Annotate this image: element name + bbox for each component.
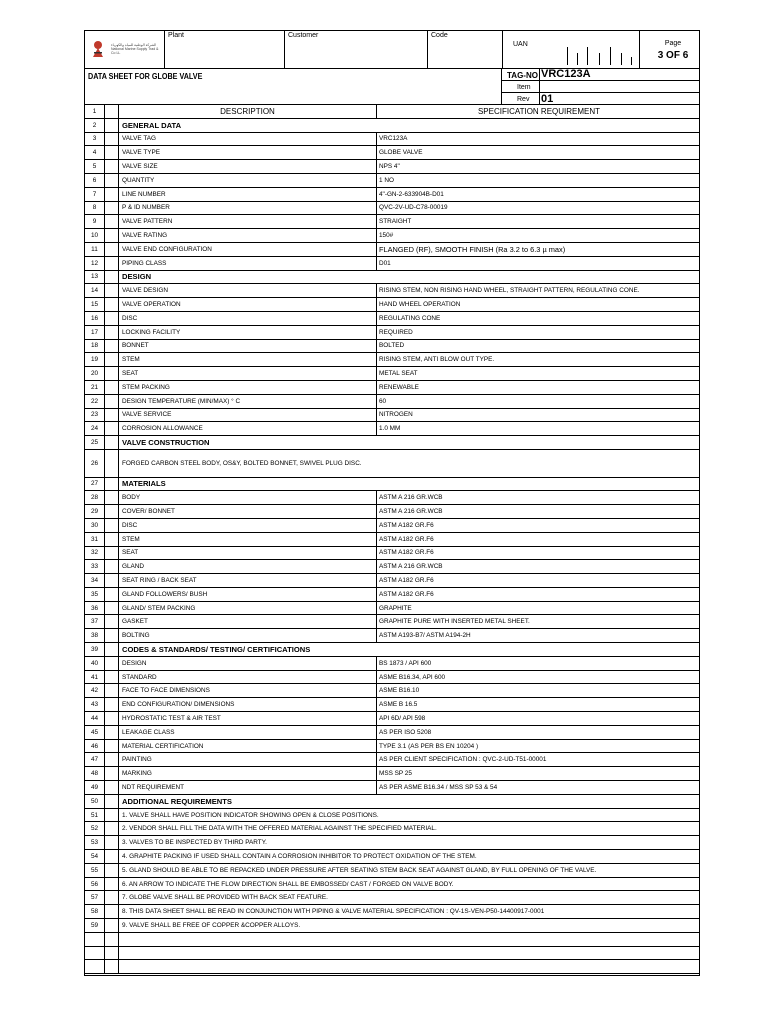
tag-no-label: TAG-NO — [507, 71, 538, 80]
specification-cell: NPS 4" — [379, 163, 400, 171]
section-header-row — [85, 643, 699, 657]
row-number: 30 — [85, 519, 105, 532]
row-number: 17 — [85, 326, 105, 339]
description-cell: P & ID NUMBER — [119, 202, 377, 215]
row-number: 21 — [85, 381, 105, 394]
description-cell: VALVE RATING — [119, 229, 377, 242]
row-number: 47 — [85, 753, 105, 766]
specification-header: SPECIFICATION REQUIREMENT — [477, 106, 601, 116]
specification-cell: STRAIGHT — [379, 218, 412, 226]
table-row — [85, 960, 699, 974]
table-row — [85, 298, 699, 312]
row-number: 4 — [85, 146, 105, 159]
table-row — [85, 133, 699, 147]
table-row — [85, 947, 699, 961]
row-number: 11 — [85, 243, 105, 256]
description-cell: LOCKING FACILITY — [119, 326, 377, 339]
table-row — [85, 850, 699, 864]
row-number: 36 — [85, 602, 105, 615]
description-cell: PIPING CLASS — [119, 257, 377, 270]
description-cell: HYDROSTATIC TEST & AIR TEST — [119, 712, 377, 725]
row-number: 54 — [85, 850, 105, 863]
row-number — [85, 933, 105, 946]
customer-cell — [285, 31, 428, 69]
description-cell: STANDARD — [119, 671, 377, 684]
data-sheet — [84, 30, 700, 976]
row-number: 48 — [85, 767, 105, 780]
row-number: 14 — [85, 284, 105, 297]
spec-table — [85, 105, 699, 974]
table-row — [85, 809, 699, 823]
table-row — [85, 712, 699, 726]
document-title: DATA SHEET FOR GLOBE VALVE — [88, 72, 203, 81]
row-number: 10 — [85, 229, 105, 242]
table-row — [85, 367, 699, 381]
description-header: DESCRIPTION — [119, 105, 377, 118]
section-header-row — [85, 271, 699, 285]
table-row — [85, 671, 699, 685]
row-number: 16 — [85, 312, 105, 325]
description-cell: MARKING — [119, 767, 377, 780]
description-cell: GLAND/ STEM PACKING — [119, 602, 377, 615]
section-title: DESIGN — [122, 272, 152, 282]
description-cell: 7. GLOBE VALVE SHALL BE PROVIDED WITH BACK SEAT FEATURE. — [122, 894, 328, 902]
specification-cell: ASTM A 216 GR.WCB — [379, 563, 443, 571]
table-row — [85, 753, 699, 767]
company-logo-icon — [91, 39, 105, 59]
table-row — [85, 381, 699, 395]
description-cell: 2. VENDOR SHALL FILL THE DATA WITH THE OFFERED MATERIAL AGAINST THE SPECIFIED MATERIAL. — [122, 825, 437, 833]
row-number: 26 — [85, 450, 105, 477]
row-number: 38 — [85, 629, 105, 642]
row-number: 42 — [85, 684, 105, 697]
specification-cell: AS PER CLIENT SPECIFICATION : QVC-2-UD-T51-00001 — [379, 756, 547, 764]
table-row — [85, 767, 699, 781]
uan-label: UAN — [513, 41, 528, 48]
row-number: 19 — [85, 353, 105, 366]
specification-cell: ASTM A 216 GR.WCB — [379, 508, 443, 515]
description-cell: SEAT RING / BACK SEAT — [119, 574, 377, 587]
row-number: 34 — [85, 574, 105, 587]
company-logo — [85, 31, 165, 69]
section-header-row — [85, 795, 699, 809]
row-number: 15 — [85, 298, 105, 311]
row-number: 1 — [85, 105, 105, 118]
row-number: 49 — [85, 781, 105, 794]
table-row — [85, 160, 699, 174]
table-row — [85, 284, 699, 298]
item-label: Item — [517, 84, 531, 91]
tag-no-value: VRC123A — [541, 68, 591, 80]
description-cell: SEAT — [119, 547, 377, 560]
row-number: 12 — [85, 257, 105, 270]
specification-cell: RISING STEM, NON RISING HAND WHEEL, STRAIGHT PATTERN, REGULATING CONE. — [379, 287, 640, 295]
table-row — [85, 822, 699, 836]
specification-cell: FLANGED (RF), SMOOTH FINISH (Ra 3.2 to 6.3 µ max) — [379, 244, 566, 254]
table-row — [85, 781, 699, 795]
specification-cell: 150# — [379, 232, 394, 240]
specification-cell: HAND WHEEL OPERATION — [379, 301, 461, 309]
specification-cell: ASME B16.10 — [379, 687, 420, 695]
table-row — [85, 229, 699, 243]
description-cell: 9. VALVE SHALL BE FREE OF COPPER &COPPER ALLOYS. — [122, 921, 301, 929]
description-cell: VALVE TYPE — [119, 146, 377, 159]
description-cell: GLAND FOLLOWERS/ BUSH — [119, 588, 377, 601]
specification-cell: REGULATING CONE — [379, 314, 441, 322]
description-cell: BOLTING — [119, 629, 377, 642]
row-number: 58 — [85, 905, 105, 918]
row-number: 23 — [85, 409, 105, 422]
row-number: 43 — [85, 698, 105, 711]
specification-cell: ASTM A182 GR.F6 — [379, 535, 434, 543]
description-cell: 6. AN ARROW TO INDICATE THE FLOW DIRECTION SHALL BE EMBOSSED/ CAST / FORGED ON VALVE BODY. — [122, 880, 454, 888]
specification-cell: BS 1873 / API 600 — [379, 659, 432, 667]
description-cell: COVER/ BONNET — [119, 505, 377, 518]
description-cell: VALVE OPERATION — [119, 298, 377, 311]
specification-cell: D01 — [379, 259, 391, 267]
description-cell: LINE NUMBER — [119, 188, 377, 201]
row-number: 39 — [85, 643, 105, 656]
row-number: 9 — [85, 215, 105, 228]
row-number: 32 — [85, 547, 105, 560]
description-cell: LEAKAGE CLASS — [119, 726, 377, 739]
company-name: الشركة الوطنية للمياه والكهرباء National Marine Supply Trad & Co LL — [111, 43, 159, 55]
description-cell: 5. GLAND SHOULD BE ABLE TO BE REPACKED UNDER PRESSURE AFTER SEATING STEM BACK SEAT AGAINST GLAND, BY FULL OPENING OF THE VALVE. — [122, 866, 597, 874]
description-cell: FORGED CARBON STEEL BODY, OS&Y, BOLTED BONNET, SWIVEL PLUG DISC. — [122, 459, 362, 467]
table-row — [85, 547, 699, 561]
description-cell: DISC — [119, 519, 377, 532]
specification-cell: 1 NO — [379, 176, 394, 184]
specification-cell: REQUIRED — [379, 328, 413, 336]
rev-value-cell — [540, 93, 699, 105]
table-row — [85, 340, 699, 354]
description-cell — [119, 947, 699, 960]
section-title: CODES & STANDARDS/ TESTING/ CERTIFICATIONS — [122, 644, 311, 654]
specification-cell: 4"-GN-2-633904B-D01 — [379, 190, 444, 198]
row-number: 57 — [85, 891, 105, 904]
table-row — [85, 684, 699, 698]
specification-cell: BOLTED — [379, 342, 405, 350]
description-cell — [119, 933, 699, 946]
specification-cell: API 6D/ API 598 — [379, 714, 426, 722]
row-number: 40 — [85, 657, 105, 670]
table-row — [85, 864, 699, 878]
row-number: 20 — [85, 367, 105, 380]
rev-label: Rev — [517, 96, 530, 103]
section-header-row — [85, 436, 699, 450]
row-number: 46 — [85, 740, 105, 753]
specification-cell: METAL SEAT — [379, 370, 418, 378]
table-row — [85, 615, 699, 629]
table-row — [85, 491, 699, 505]
table-row — [85, 174, 699, 188]
section-header-row — [85, 119, 699, 133]
description-cell: GLAND — [119, 560, 377, 573]
row-number: 25 — [85, 436, 105, 449]
specification-cell: GRAPHITE — [379, 604, 412, 612]
specification-cell: ASTM A193-B7/ ASTM A194-2H — [379, 632, 471, 640]
description-cell: PAINTING — [119, 753, 377, 766]
description-cell — [119, 960, 699, 973]
description-cell: VALVE SIZE — [119, 160, 377, 173]
description-cell: VALVE DESIGN — [119, 284, 377, 297]
description-cell: END CONFIGURATION/ DIMENSIONS — [119, 698, 377, 711]
row-number: 53 — [85, 836, 105, 849]
code-label: Code — [431, 32, 448, 39]
table-row — [85, 243, 699, 257]
row-number: 52 — [85, 822, 105, 835]
description-cell: STEM — [119, 533, 377, 546]
description-cell: NDT REQUIREMENT — [119, 781, 377, 794]
description-cell: SEAT — [119, 367, 377, 380]
plant-cell — [165, 31, 285, 69]
row-number: 45 — [85, 726, 105, 739]
specification-cell: VRC123A — [379, 135, 408, 143]
description-cell: FACE TO FACE DIMENSIONS — [119, 684, 377, 697]
table-row — [85, 560, 699, 574]
row-number: 29 — [85, 505, 105, 518]
specification-cell: 60 — [379, 397, 387, 405]
row-number: 59 — [85, 919, 105, 932]
row-number: 3 — [85, 133, 105, 146]
description-cell: DESIGN — [119, 657, 377, 670]
section-title: VALVE CONSTRUCTION — [122, 438, 210, 448]
specification-cell: ASTM A182 GR.F6 — [379, 549, 434, 557]
table-row — [85, 629, 699, 643]
row-number: 27 — [85, 478, 105, 491]
description-cell: VALVE END CONFIGURATION — [119, 243, 377, 256]
row-number: 50 — [85, 795, 105, 808]
code-cell — [428, 31, 502, 69]
table-row — [85, 353, 699, 367]
table-row — [85, 588, 699, 602]
item-value-cell — [540, 81, 699, 93]
table-row — [85, 919, 699, 933]
description-cell: 3. VALVES TO BE INSPECTED BY THIRD PARTY. — [122, 839, 267, 847]
description-cell: GASKET — [119, 615, 377, 628]
table-row — [85, 836, 699, 850]
specification-cell: NITROGEN — [379, 411, 413, 419]
specification-cell: GLOBE VALVE — [379, 149, 423, 157]
row-number: 5 — [85, 160, 105, 173]
table-row — [85, 891, 699, 905]
description-cell: BONNET — [119, 340, 377, 353]
specification-cell: QVC-2V-UD-C78-00019 — [379, 204, 448, 212]
row-number: 8 — [85, 202, 105, 215]
description-cell: 8. THIS DATA SHEET SHALL BE READ IN CONJUNCTION WITH PIPING & VALVE MATERIAL SPECIFICATION : QV-1S-VEN-P50-14400917-0001 — [122, 908, 545, 916]
row-number: 22 — [85, 395, 105, 408]
description-cell: DISC — [119, 312, 377, 325]
description-cell: CORROSION ALLOWANCE — [119, 422, 377, 435]
table-row — [85, 740, 699, 754]
table-row — [85, 905, 699, 919]
table-row — [85, 519, 699, 533]
description-cell: 4. GRAPHITE PACKING IF USED SHALL CONTAIN A CORROSION INHIBITOR TO PROTECT OXIDATION OF THE STEM. — [122, 852, 477, 860]
row-number: 35 — [85, 588, 105, 601]
table-row — [85, 188, 699, 202]
table-row — [85, 395, 699, 409]
section-title: ADDITIONAL REQUIREMENTS — [122, 796, 232, 806]
table-row — [85, 257, 699, 271]
table-row — [85, 202, 699, 216]
row-number: 28 — [85, 491, 105, 504]
specification-cell: ASTM A 216 GR.WCB — [379, 494, 443, 502]
plant-label: Plant — [168, 32, 184, 39]
table-header-row — [85, 105, 699, 119]
specification-cell: AS PER ISO 5208 — [379, 728, 432, 736]
specification-cell: RENEWABLE — [379, 383, 419, 391]
table-row — [85, 933, 699, 947]
table-row — [85, 657, 699, 671]
row-number: 56 — [85, 878, 105, 891]
specification-cell: ASTM A182 GR.F6 — [379, 521, 434, 529]
row-number — [85, 960, 105, 973]
table-row — [85, 326, 699, 340]
table-row — [85, 574, 699, 588]
row-number: 31 — [85, 533, 105, 546]
page-number: 3 OF 6 — [657, 50, 689, 61]
specification-cell: ASTM A182 GR.F6 — [379, 590, 434, 598]
specification-cell: GRAPHITE PURE WITH INSERTED METAL SHEET. — [379, 618, 530, 626]
table-row — [85, 146, 699, 160]
specification-cell: ASTM A182 GR.F6 — [379, 576, 434, 584]
table-row — [85, 698, 699, 712]
description-cell: BODY — [119, 491, 377, 504]
description-cell: 1. VALVE SHALL HAVE POSITION INDICATOR SHOWING OPEN & CLOSE POSITIONS. — [122, 811, 379, 819]
row-number: 55 — [85, 864, 105, 877]
section-title: GENERAL DATA — [122, 120, 182, 130]
specification-cell: AS PER ASME B16.34 / MSS SP 53 & 54 — [379, 783, 498, 791]
specification-cell: MSS SP 25 — [379, 770, 412, 778]
rev-value: 01 — [541, 93, 554, 105]
barcode — [565, 47, 641, 65]
row-number: 33 — [85, 560, 105, 573]
table-row — [85, 409, 699, 423]
description-cell: VALVE PATTERN — [119, 215, 377, 228]
table-row — [85, 533, 699, 547]
row-number: 24 — [85, 422, 105, 435]
specification-cell: 1.0 MM — [379, 425, 401, 433]
row-number: 13 — [85, 271, 105, 284]
description-cell: STEM — [119, 353, 377, 366]
page-label: Page — [664, 40, 682, 47]
specification-cell: ASME B 16.5 — [379, 701, 418, 709]
row-number: 6 — [85, 174, 105, 187]
specification-cell: RISING STEM, ANTI BLOW OUT TYPE. — [379, 356, 495, 364]
table-row — [85, 602, 699, 616]
table-row — [85, 215, 699, 229]
row-number: 18 — [85, 340, 105, 353]
table-row — [85, 422, 699, 436]
description-cell: VALVE SERVICE — [119, 409, 377, 422]
row-number: 2 — [85, 119, 105, 132]
specification-cell: ASME B16.34, API 600 — [379, 673, 446, 681]
table-row — [85, 450, 699, 478]
table-row — [85, 505, 699, 519]
description-cell: DESIGN TEMPERATURE (MIN/MAX) ° C — [119, 395, 377, 408]
specification-cell: TYPE 3.1 (AS PER BS EN 10204 ) — [379, 742, 479, 750]
section-title: MATERIALS — [122, 479, 166, 489]
table-row — [85, 726, 699, 740]
row-number: 7 — [85, 188, 105, 201]
row-number: 41 — [85, 671, 105, 684]
description-cell: MATERIAL CERTIFICATION — [119, 740, 377, 753]
row-number — [85, 947, 105, 960]
customer-label: Customer — [288, 32, 319, 39]
table-row — [85, 312, 699, 326]
table-row — [85, 878, 699, 892]
description-cell: VALVE TAG — [119, 133, 377, 146]
description-cell: STEM PACKING — [119, 381, 377, 394]
description-cell: QUANTITY — [119, 174, 377, 187]
section-header-row — [85, 478, 699, 492]
row-number: 44 — [85, 712, 105, 725]
row-number: 37 — [85, 615, 105, 628]
row-number: 51 — [85, 809, 105, 822]
